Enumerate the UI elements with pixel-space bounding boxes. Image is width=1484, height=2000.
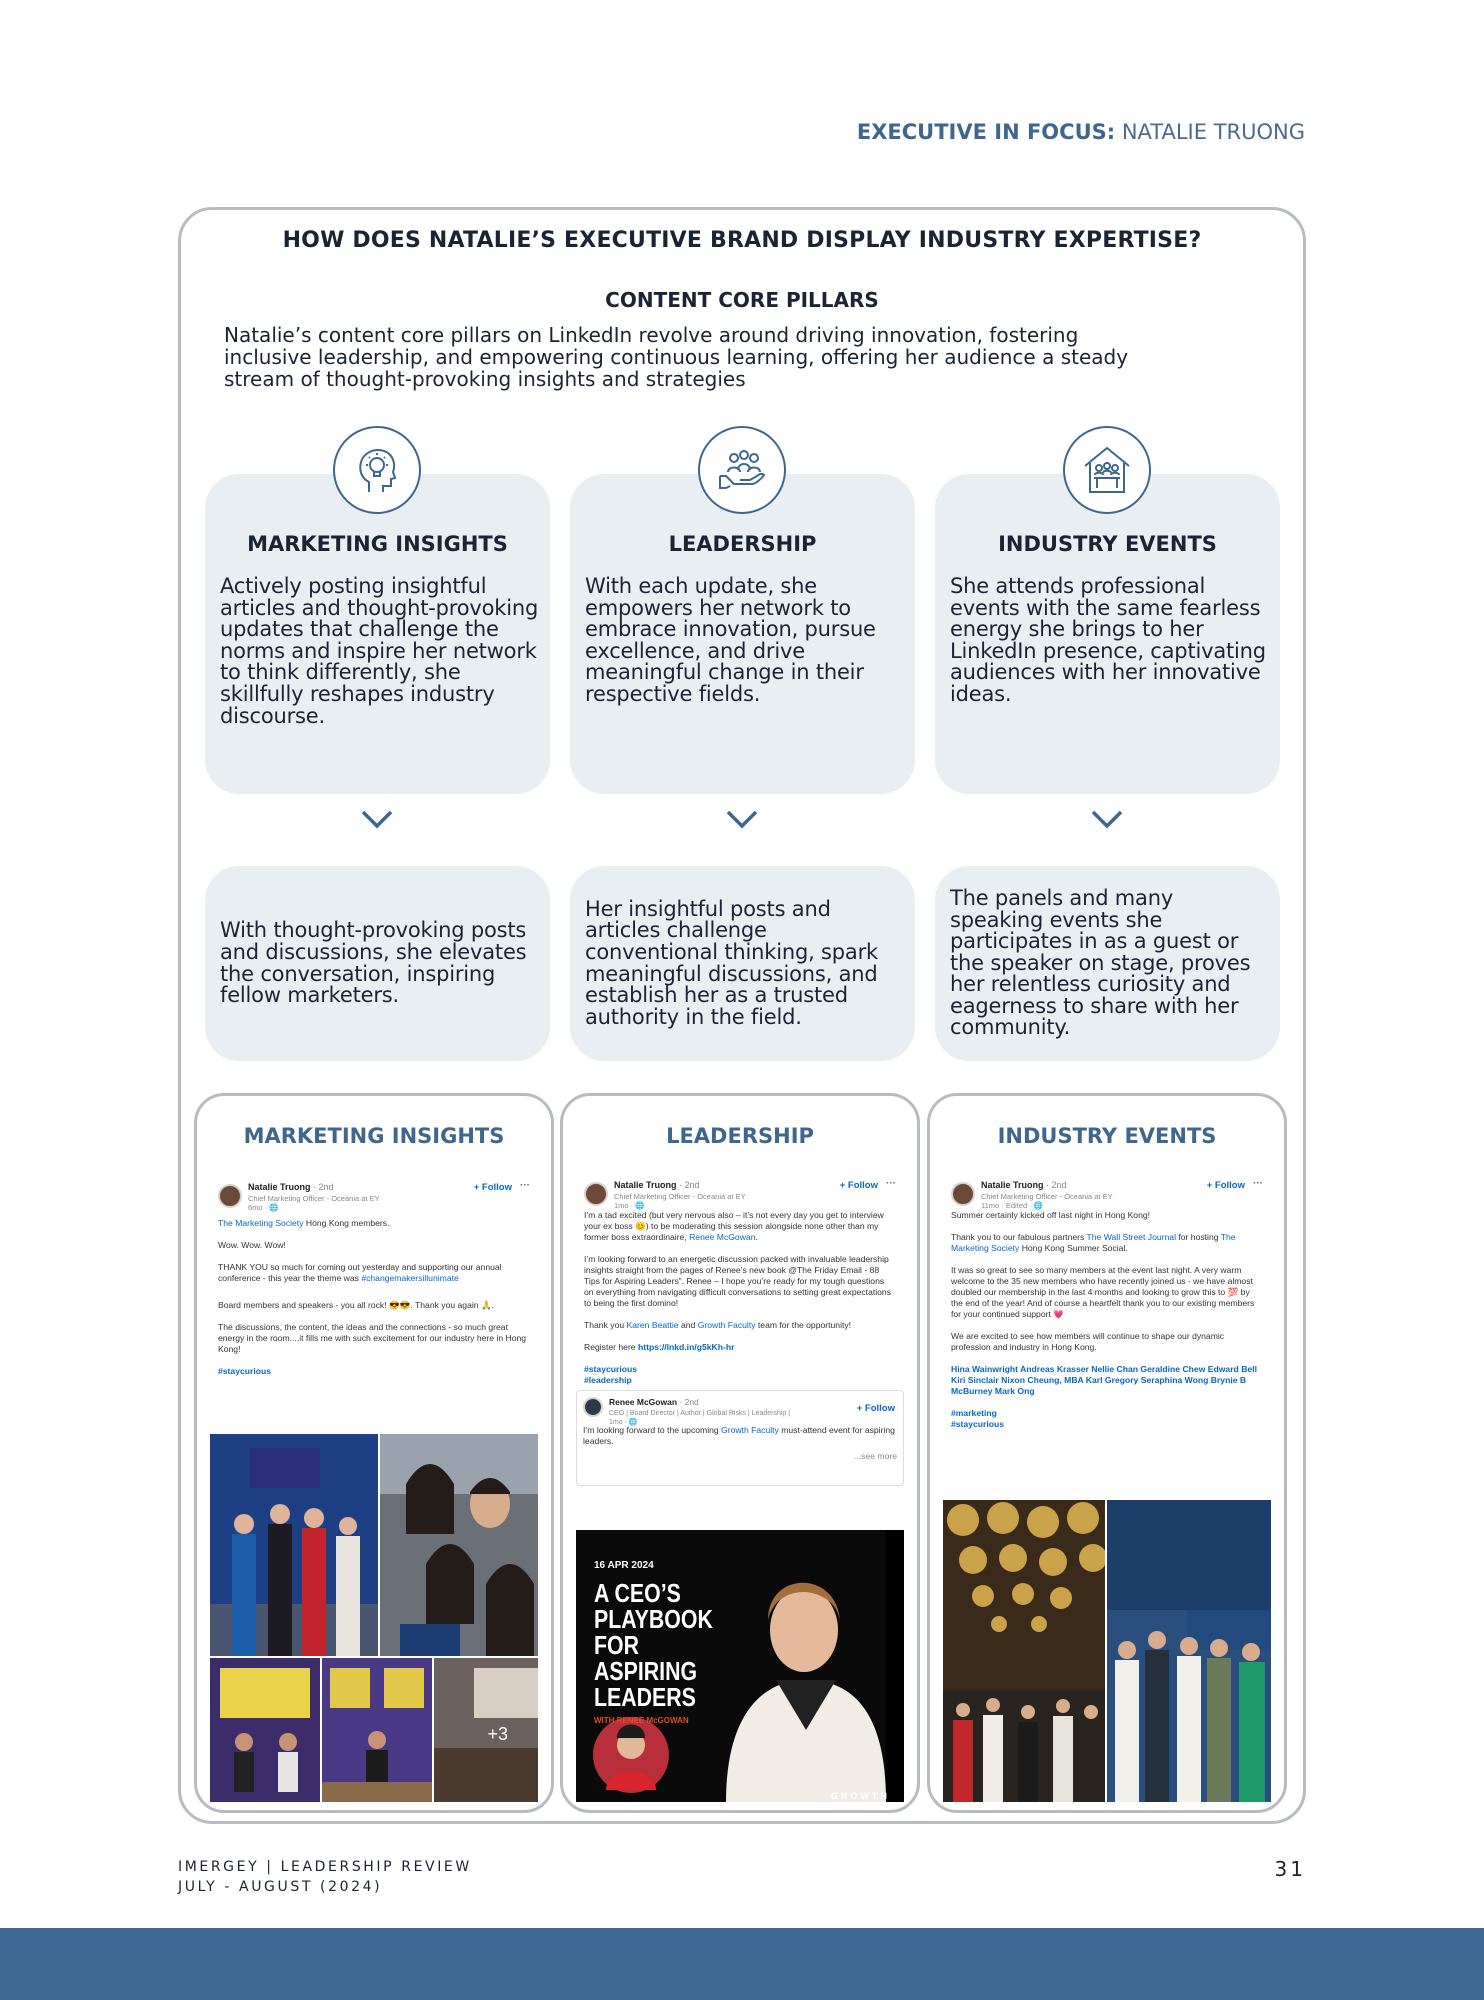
pillar-text: Actively posting insightful articles and thought-provoking updates that challenge the norms and inspire her network to think differently, she skillfully reshapes industry discourse. <box>220 574 539 728</box>
post-header <box>943 1174 1271 1210</box>
footer-bar <box>0 1928 1484 2000</box>
hashtag-link[interactable]: #changemakersillunimate <box>361 1273 459 1283</box>
see-more-link[interactable]: ...see more <box>854 1451 897 1461</box>
mention-link[interactable]: Renee McGowan <box>689 1232 756 1242</box>
linkedin-post <box>943 1174 1271 1802</box>
mention-link[interactable]: Karen Beattie <box>626 1320 679 1330</box>
follow-button[interactable]: + Follow <box>839 1180 878 1191</box>
lightbulb-head-icon <box>333 426 421 514</box>
poster-date: 16 APR 2024 <box>594 1560 654 1571</box>
poster-title: A CEO’S PLAYBOOK FOR ASPIRING LEADERS <box>594 1578 713 1712</box>
event-photo-2 <box>1107 1500 1271 1802</box>
author-name[interactable]: Natalie Truong · 2nd <box>614 1180 700 1190</box>
result-card-marketing <box>205 866 550 1061</box>
panel-title: LEADERSHIP <box>666 1124 814 1148</box>
chevron-down-icon <box>725 808 759 830</box>
post-panel-marketing <box>194 1093 554 1813</box>
register-link[interactable]: https://lnkd.in/g5kKh-hr <box>637 1342 735 1352</box>
panel-title: MARKETING INSIGHTS <box>243 1124 505 1148</box>
pillar-card-events <box>935 474 1280 794</box>
more-options-icon[interactable]: ··· <box>1253 1178 1263 1189</box>
author-name[interactable]: Natalie Truong · 2nd <box>981 1180 1067 1190</box>
post-text: Board members and speakers - you all rock! 😎😎. Thank you again 🙏. <box>218 1300 495 1310</box>
avatar[interactable] <box>584 1182 608 1206</box>
author-role: Chief Marketing Officer - Oceania at EY <box>981 1192 1113 1201</box>
footer-publication <box>178 1857 472 1897</box>
footer-line-1: IMERGEY | LEADERSHIP REVIEW <box>178 1859 472 1875</box>
hashtag-link[interactable]: #staycurious <box>951 1419 1005 1429</box>
pillar-card-leadership <box>570 474 915 794</box>
chevron-down-icon <box>1090 808 1124 830</box>
avatar[interactable] <box>218 1184 242 1208</box>
post-panel-leadership <box>560 1093 920 1813</box>
result-text: With thought-provoking posts and discussions, she elevates the conversation, inspiring fellow marketers. <box>220 918 527 1008</box>
post-header <box>210 1176 538 1218</box>
result-text: The panels and many speaking events she participates in as a guest or the speaker on stage, proves her relentless curiosity and eagerness to share with her community. <box>950 885 1251 1040</box>
linkedin-post <box>210 1176 538 1802</box>
post-text: THANK YOU so much for coming out yesterday and supporting our annual conference - this year the theme was <box>218 1262 502 1283</box>
post-text: I’m looking forward to an energetic discussion packed with invaluable leadership insights straight from the pages of Renee’s new book @The Friday Email - 88 Tips for Aspiring Leaders”. Renee – I hope you’re ready for my tough questions on everything from navigating difficult conversations to setting great expectations to being the first domino! <box>584 1254 892 1308</box>
pillar-title: LEADERSHIP <box>668 532 817 556</box>
post-text: We are excited to see how members will continue to shape our dynamic profession and industry in Hong Kong. <box>951 1331 1225 1352</box>
tagged-members[interactable]: Hina Wainwright Andreas Krasser Nellie Chan Geraldine Chew Edward Bell Kiri Sinclair Nixon Cheung, MBA Karl Gregory Seraphina Wong Brynie B McBurney Mark Ong <box>951 1364 1257 1396</box>
avatar[interactable] <box>583 1397 603 1417</box>
author-role: Chief Marketing Officer - Oceania at EY <box>614 1192 746 1201</box>
post-body: Summer certainly kicked off last night in Hong Kong! Thank you to our fabulous partners The Wall Street Journal for hosting The Marketing Society Hong Kong Summer Social. It was so great to see so many members at the event last night. A very warm welcome to the 35 new members who have recently joined us - we have almost doubled our membership in the last 4 months and looking to grow this to 💯 by the end of the year! And of course a heartfelt thank you to our existing members for your continued support 💗 We are excited to see how members will continue to shape our dynamic profession and industry in Hong Kong. Hina Wainwright Andreas Krasser Nellie Chan Geraldine Chew Edward Bell Kiri Sinclair Nixon Cheung, MBA Karl Gregory Seraphina Wong Brynie B McBurney Mark Ong #marketing #staycurious <box>943 1210 1271 1430</box>
author-role: CEO | Board Director | Author | Global Risks | Leadership | <box>609 1410 791 1417</box>
panel-title: INDUSTRY EVENTS <box>997 1124 1217 1148</box>
event-photo-3 <box>210 1658 320 1802</box>
pillar-card-marketing <box>205 474 550 794</box>
footer-line-2: JULY - AUGUST (2024) <box>178 1879 383 1895</box>
post-body <box>210 1218 538 1377</box>
photo-grid[interactable] <box>210 1434 538 1802</box>
follow-button[interactable]: + Follow <box>473 1182 512 1193</box>
main-title: HOW DOES NATALIE’S EXECUTIVE BRAND DISPLAY INDUSTRY EXPERTISE? <box>282 228 1202 253</box>
event-photo-1 <box>943 1500 1105 1802</box>
event-photo-2 <box>380 1434 538 1656</box>
post-time: 1mo · 🌐 <box>614 1201 645 1210</box>
content-frame <box>178 207 1306 1824</box>
hashtag-link[interactable]: #staycurious <box>584 1364 638 1374</box>
post-text: Wow. Wow. Wow! <box>218 1240 286 1250</box>
photo-grid[interactable] <box>943 1500 1271 1802</box>
result-text: Her insightful posts and articles challenge conventional thinking, spark meaningful discussions, and establish her as a trusted authority in the field. <box>585 896 878 1029</box>
author-role: Chief Marketing Officer - Oceania at EY <box>248 1194 380 1203</box>
linkedin-post <box>576 1174 904 1802</box>
mention-link[interactable]: The Marketing Society <box>951 1232 1236 1253</box>
post-text: The discussions, the content, the ideas and the connections - so much great energy in the room....it fills me with such excitement for our industry here in Hong Kong! <box>218 1322 527 1354</box>
post-text: It was so great to see so many members at the event last night. A very warm welcome to the 35 new members who have recently joined us - we have almost doubled our membership in the last 4 months and looking to grow this to 💯 by the end of the year! And of course a heartfelt thank you to our existing members for your continued support 💗 <box>951 1265 1255 1319</box>
event-photo-4 <box>322 1658 432 1802</box>
more-options-icon[interactable]: ··· <box>886 1178 896 1189</box>
result-card-leadership <box>570 866 915 1061</box>
event-poster[interactable] <box>576 1530 904 1802</box>
page-header <box>857 120 1305 144</box>
shared-post[interactable]: Renee McGowan · 2nd CEO | Board Director | Author | Global Risks | Leadership | 1mo · 🌐 + Follow I’m looking forward to the upcoming Growth Faculty must-attend event for aspiring leaders. ...see more <box>576 1390 904 1486</box>
post-text: Summer certainly kicked off last night in Hong Kong! <box>951 1210 1151 1220</box>
more-photos-count[interactable]: +3 <box>487 1724 508 1744</box>
author-name[interactable]: Natalie Truong · 2nd <box>248 1182 334 1192</box>
result-card-events <box>935 866 1280 1061</box>
follow-button[interactable]: + Follow <box>856 1403 895 1414</box>
header-name: NATALIE TRUONG <box>1121 120 1305 144</box>
follow-button[interactable]: + Follow <box>1206 1180 1245 1191</box>
mention-link[interactable]: Growth Faculty <box>721 1425 779 1435</box>
event-photo-5 <box>434 1658 538 1802</box>
hand-holding-people-icon <box>698 426 786 514</box>
hashtag-link[interactable]: #leadership <box>584 1375 632 1385</box>
post-body: I’m a tad excited (but very nervous also – it’s not every day you get to interview your ex boss 😊) to be moderating this session alongside none other than my former boss extraordinaire, Renee McGowan. I’m looking forward to an energetic discussion packed with invaluable leadership insights straight from the pages of Renee’s new book @The Friday Email - 88 Tips for Aspiring Leaders”. Renee – I hope you’re ready for my tough questions on everything from navigating difficult conversations to setting great expectations to being the first domino! Thank you Karen Beattie and Growth Faculty team for the opportunity! Register here https://lnkd.in/g5kKh-hr #staycurious #leadership <box>576 1210 904 1386</box>
intro-paragraph: Natalie’s content core pillars on LinkedIn revolve around driving innovation, fostering inclusive leadership, and empowering continuous learning, offering her audience a steady stream of thought-provoking insights and strategies <box>224 323 1129 391</box>
post-text: Hong Kong members. <box>303 1218 390 1228</box>
post-text: I’m a tad excited (but very nervous also – it’s not every day you get to interview your ex boss 😊) to be moderating this session alongside none other than my former boss extraordinaire, <box>584 1210 884 1242</box>
post-time: 6mo · 🌐 <box>248 1203 279 1212</box>
poster-subtitle: WITH RENEE McGOWAN <box>594 1716 689 1725</box>
mention-link[interactable]: The Wall Street Journal <box>1086 1232 1176 1242</box>
section-subtitle: CONTENT CORE PILLARS <box>605 288 879 312</box>
house-meeting-icon <box>1063 426 1151 514</box>
mention-link[interactable]: The Marketing Society <box>218 1218 304 1228</box>
post-panel-events <box>927 1093 1287 1813</box>
pillar-text: She attends professional events with the same fearless energy she brings to her LinkedIn presence, captivating audiences with her innovative ideas. <box>950 574 1266 706</box>
pillar-text: With each update, she empowers her network to embrace innovation, pursue excellence, and drive meaningful change in their respective fields. <box>585 574 876 706</box>
post-time: 11mo · Edited · 🌐 <box>981 1201 1044 1210</box>
more-options-icon[interactable]: ··· <box>520 1180 530 1191</box>
header-label: EXECUTIVE IN FOCUS: <box>856 120 1116 144</box>
hashtag-link[interactable]: #marketing <box>951 1408 997 1418</box>
chevron-down-icon <box>360 808 394 830</box>
author-name[interactable]: Renee McGowan · 2nd <box>609 1397 699 1407</box>
page-number: 31 <box>1274 1857 1306 1881</box>
mention-link[interactable]: Growth Faculty <box>697 1320 756 1330</box>
pillar-title: MARKETING INSIGHTS <box>247 532 508 556</box>
avatar[interactable] <box>951 1182 975 1206</box>
poster-brand: GROWTH <box>831 1791 890 1801</box>
post-time: 1mo · 🌐 <box>609 1419 638 1426</box>
hashtag-link[interactable]: #staycurious <box>218 1366 272 1376</box>
pillar-title: INDUSTRY EVENTS <box>998 532 1217 556</box>
post-header <box>576 1174 904 1210</box>
event-photo-1 <box>210 1434 378 1656</box>
